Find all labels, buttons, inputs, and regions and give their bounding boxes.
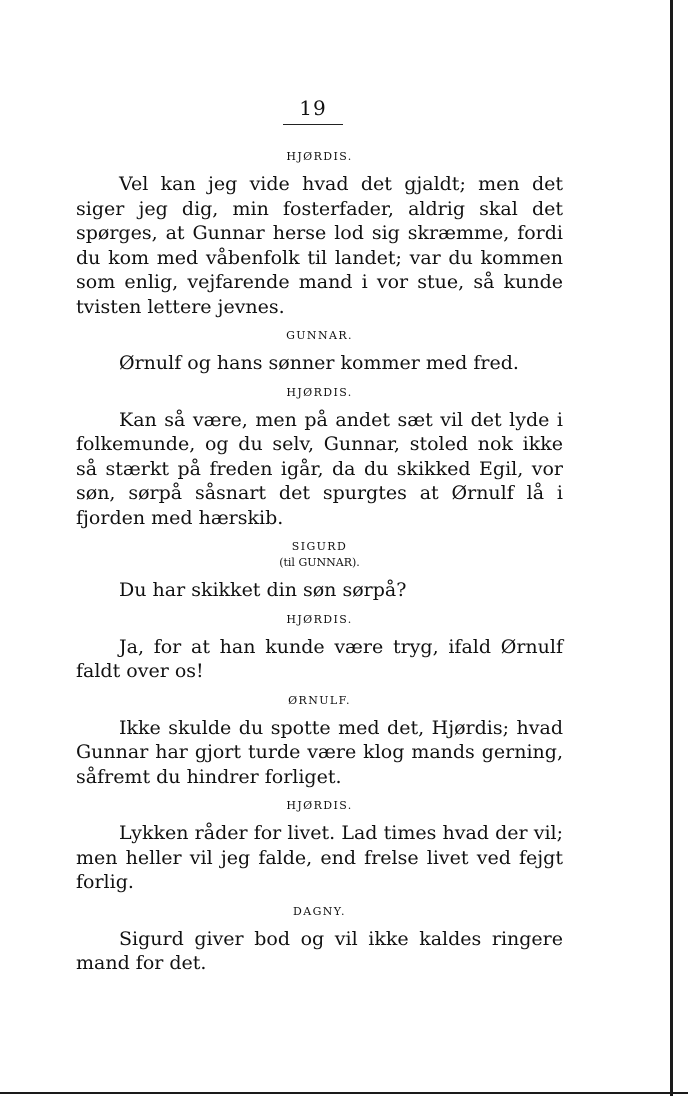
- page-number: 19: [299, 96, 327, 120]
- page-border-bottom: [0, 1092, 688, 1094]
- speech-text: Ørnulf og hans sønner kommer med fred.: [119, 352, 519, 374]
- speaker-name: SIGURD: [291, 540, 348, 553]
- speaker-name: ØRNULF.: [288, 693, 351, 707]
- speech-text: Ikke skulde du spotte med det, Hjørdis; hvad Gunnar har gjort turde være klog mands gerning, såfremt du hindrer forliget.: [76, 716, 563, 788]
- page-border-right: [670, 0, 673, 1096]
- speaker-name: DAGNY.: [293, 904, 346, 918]
- dialogue: [76, 150, 563, 976]
- speech-text: Vel kan jeg vide hvad det gjaldt; men det siger jeg dig, min fosterfader, aldrig skal det spørges, at Gunnar herse lod sig skræmme, fordi du kom med våbenfolk til landet; var du kommen som enlig, vejfarende mand i vor stue, så kunde tvisten lettere jevnes.: [76, 173, 563, 318]
- speaker-name: HJØRDIS.: [286, 385, 353, 399]
- speech-text: Sigurd giver bod og vil ikke kaldes ringere mand for det.: [76, 927, 563, 974]
- speaker-name: HJØRDIS.: [286, 150, 353, 163]
- page-number-rule: [283, 124, 343, 125]
- speaker-name: HJØRDIS.: [286, 612, 353, 626]
- speech-text: Du har skikket din søn sørpå?: [119, 579, 407, 601]
- speech-text: Ja, for at han kunde være tryg, ifald Ørnulf faldt over os!: [76, 635, 563, 682]
- speaker-name: GUNNAR.: [286, 329, 353, 342]
- speaker-name: HJØRDIS.: [286, 799, 353, 812]
- stage-direction: (til GUNNAR).: [279, 556, 360, 569]
- speech-text: Kan så være, men på andet sæt vil det lyde i folkemunde, og du selv, Gunnar, stoled nok ikke så stærkt på freden igår, da du skikked Egil, vor søn, sørpå såsnart det spurgtes at Ørnulf lå i fjorden med hærskib.: [76, 408, 563, 529]
- speech-text: Lykken råder for livet. Lad times hvad der vil; men heller vil jeg falde, end frelse livet ved fejgt forlig.: [76, 822, 563, 893]
